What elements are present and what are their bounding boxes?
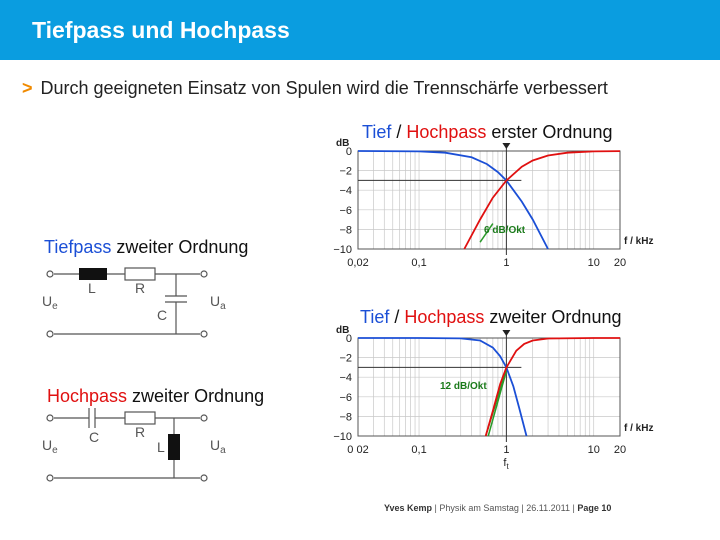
circuit2-L-label: L: [157, 439, 165, 455]
circuit1-R-label: R: [135, 280, 146, 296]
slide-title: Tiefpass und Hochpass: [32, 17, 290, 43]
chart1-y-tick: −4: [339, 185, 352, 198]
footer: [384, 503, 611, 513]
chart2-x-tick: 20: [613, 444, 627, 456]
chart2-slope-annotation: 12 dB/Okt: [440, 381, 487, 392]
chart2-x-tick: 10: [587, 444, 600, 456]
chart2-y-tick: 0: [345, 333, 352, 345]
chart2-y-tick: −10: [333, 431, 352, 443]
chart1-x-tick: 10: [587, 257, 600, 269]
footer-sep: |: [569, 503, 578, 513]
chart1-title-hoch: Hochpass: [406, 122, 487, 142]
bullet-text: Durch geeigneten Einsatz von Spulen wird die Trennschärfe verbessert: [40, 78, 608, 98]
chart2-title-hoch: Hochpass: [404, 307, 485, 327]
chart1-ylabel: dB: [336, 138, 350, 149]
circuit1-title-rest: zweiter Ordnung: [111, 237, 249, 257]
chart1-x-tick: 20: [613, 257, 627, 269]
chart2-x-tick: 0 02: [347, 444, 369, 456]
chart2-ft-label: $f_t$: [503, 457, 509, 471]
chart1-x-tick: 0,02: [347, 257, 369, 269]
chart2-title-rest: zweiter Ordnung: [484, 307, 622, 327]
chart2-plot: [333, 325, 653, 471]
chart2-title-sep: /: [389, 307, 405, 327]
chart1-y-tick: −10: [333, 244, 352, 256]
footer-author: Yves Kemp: [384, 503, 433, 513]
chart2-series-hoch: [486, 338, 620, 436]
chart1-title-rest: erster Ordnung: [486, 122, 613, 142]
circuit2-in-label: $U_e$: [42, 437, 58, 456]
circuit2-title-colored: Hochpass: [47, 386, 128, 406]
chart1-title-tief: Tief: [362, 122, 392, 142]
chart1-y-tick: −6: [339, 204, 352, 217]
chart1-x-tick: 1: [503, 257, 510, 269]
circuit1-L-label: L: [88, 280, 96, 296]
chart2-x-tick: 1: [503, 444, 510, 456]
circuit2-C-label: C: [89, 429, 100, 445]
circuit1-title-colored: Tiefpass: [44, 237, 112, 257]
chart2-xlabel: f / kHz: [624, 423, 654, 434]
circuit1-C-label: C: [157, 307, 168, 323]
circuit1-out-label: $U_a$: [210, 293, 226, 312]
footer-page: Page 10: [577, 503, 612, 513]
chart2-y-tick: −4: [339, 372, 352, 385]
chart1-title-sep: /: [391, 122, 407, 142]
footer-date: 26.11.2011: [526, 503, 570, 513]
chart1-y-tick: 0: [345, 146, 352, 158]
chart2-ylabel: dB: [336, 325, 350, 336]
footer-event: Physik am Samstag: [439, 503, 519, 513]
circuit2-R-label: R: [135, 424, 146, 440]
circuit2-title-rest: zweiter Ordnung: [127, 386, 265, 406]
chart1-xlabel: f / kHz: [624, 236, 654, 247]
bullet-arrow-icon: >: [22, 78, 33, 98]
circuit1-in-label: $U_e$: [42, 293, 58, 312]
chart1-y-tick: −2: [339, 165, 352, 178]
chart2-y-tick: −2: [339, 352, 352, 365]
footer-sep: |: [432, 503, 440, 513]
circuit2-out-label: $U_a$: [210, 437, 226, 456]
chart2-x-tick: 0,1: [411, 444, 427, 456]
chart1-y-tick: −8: [339, 224, 352, 237]
footer-sep: |: [518, 503, 527, 513]
chart2-y-tick: −6: [339, 391, 352, 404]
chart1-x-tick: 0,1: [411, 257, 427, 269]
chart2-title-tief: Tief: [360, 307, 390, 327]
chart2-y-tick: −8: [339, 411, 352, 424]
chart2-marker-icon: [502, 330, 510, 336]
chart1-slope-annotation: 6 dB/Okt: [484, 225, 526, 236]
